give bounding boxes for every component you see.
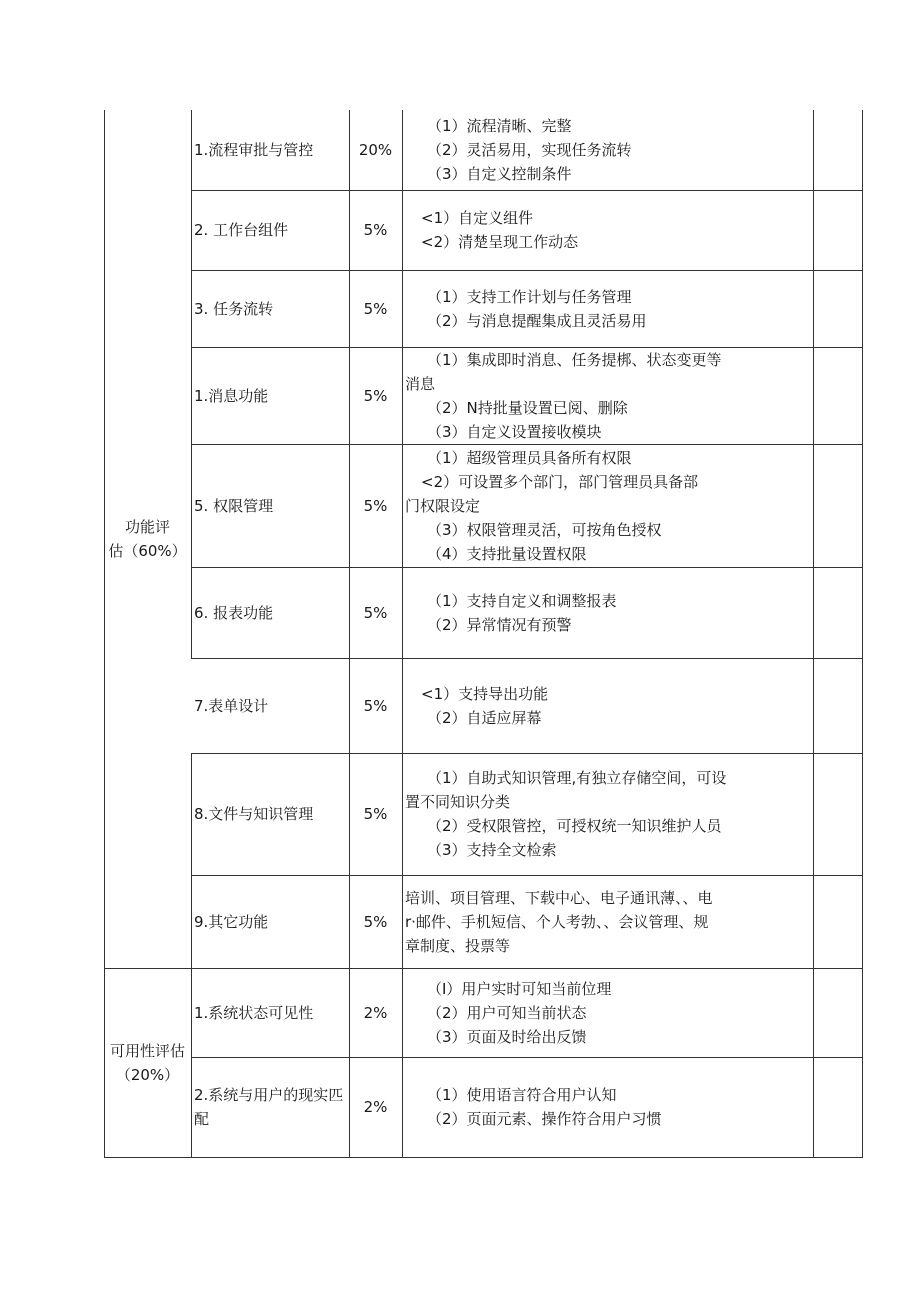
requirement-line: （2）灵活易用，实现任务流转 — [427, 141, 632, 159]
requirement-cell — [403, 968, 812, 1057]
item-cell — [192, 658, 347, 753]
item-label: 1.消息功能 — [194, 386, 269, 405]
requirement-line: （2）N持批量设置已阅、删除 — [427, 398, 628, 417]
item-label: 1.系统状态可见性 — [194, 1003, 314, 1022]
requirement-line: （2）用户可知当前状态 — [427, 1003, 587, 1022]
weight-cell — [349, 347, 402, 444]
requirement-line: （1）集成即时消息、任务提梆、状态变更等 — [427, 350, 722, 369]
requirement-line: （3）自定义控制条件 — [427, 165, 572, 183]
requirement-line: <2）清楚呈现工作动态 — [421, 233, 579, 251]
weight-cell — [349, 1057, 402, 1157]
item-label: 6. 报表功能 — [194, 603, 274, 622]
category-label: 可用性评估 — [109, 1041, 185, 1060]
item-cell — [192, 444, 347, 567]
category-cell — [104, 968, 191, 1157]
requirement-line: <1）支持导出功能 — [421, 684, 549, 703]
score-cell — [813, 110, 862, 190]
weight-cell — [349, 110, 402, 190]
item-cell — [192, 1057, 347, 1157]
requirement-line: <1）自定义组件 — [421, 209, 534, 227]
requirement-cell — [403, 567, 812, 658]
weight-value: 2% — [363, 1003, 388, 1022]
item-label: 2.系统与用户的现实匹配 — [194, 1086, 344, 1128]
category-label: 功能评 — [124, 518, 170, 536]
score-cell — [813, 444, 862, 567]
weight-value: 5% — [363, 912, 388, 931]
item-label: 1.流程审批与管控 — [194, 141, 314, 159]
item-label: 3. 任务流转 — [194, 299, 274, 318]
item-cell — [192, 968, 347, 1057]
requirement-line: （1）流程清晰、完整 — [427, 117, 572, 135]
item-cell — [192, 875, 347, 968]
requirement-line: 消息 — [405, 374, 436, 393]
score-cell — [813, 567, 862, 658]
requirement-cell — [403, 1057, 812, 1157]
score-cell — [813, 968, 862, 1057]
weight-cell — [349, 444, 402, 567]
weight-cell — [349, 270, 402, 347]
requirement-line: （1）支持工作计划与任务管理 — [427, 287, 632, 306]
item-cell — [192, 567, 347, 658]
weight-cell — [349, 968, 402, 1057]
score-cell — [813, 270, 862, 347]
score-cell — [813, 658, 862, 753]
requirement-line: （2）页面元素、操作符合用户习惯 — [427, 1110, 662, 1128]
requirement-cell — [403, 347, 812, 444]
weight-cell — [349, 875, 402, 968]
requirement-cell — [403, 270, 812, 347]
requirement-line: （2）与消息提醒集成且灵活易用 — [427, 311, 647, 330]
requirement-line: r·邮件、手机短信、个人考勃、、会议管理、规 — [405, 912, 709, 931]
requirement-line: （1）支持自定义和调整报表 — [427, 591, 617, 610]
item-label: 9.其它功能 — [194, 912, 269, 931]
category-label: 估（60%） — [108, 542, 187, 560]
requirement-line: （3）支持全文检索 — [427, 841, 557, 859]
item-label: 2. 工作台组件 — [194, 221, 289, 239]
requirement-line: <2）可设置多个部门，部门管理员具备部 — [421, 472, 699, 491]
requirement-cell — [403, 875, 812, 968]
table-border — [862, 110, 863, 1157]
item-cell — [192, 190, 347, 270]
item-label: 8.文件与知识管理 — [194, 805, 314, 823]
score-cell — [813, 347, 862, 444]
score-cell — [813, 190, 862, 270]
weight-value: 2% — [363, 1098, 388, 1116]
score-cell — [813, 753, 862, 875]
category-cell — [104, 110, 191, 968]
category-label: （20%） — [115, 1065, 180, 1084]
requirement-line: （1）自助式知识管理,有独立存储空间，可设 — [427, 769, 727, 787]
requirement-cell — [403, 658, 812, 753]
requirement-cell — [403, 190, 812, 270]
requirement-line: 门权限设定 — [405, 496, 481, 515]
item-cell — [192, 753, 347, 875]
requirement-line: （2）自适应屏幕 — [427, 708, 542, 727]
table-border — [104, 1157, 863, 1158]
requirement-line: （3）自定义设置接收模块 — [427, 422, 602, 441]
weight-value: 5% — [363, 696, 388, 715]
weight-value: 5% — [363, 299, 388, 318]
weight-value: 5% — [363, 386, 388, 405]
weight-cell — [349, 567, 402, 658]
requirement-line: 培训、项目管理、下载中心、电子通讯薄、、电 — [405, 888, 713, 907]
requirement-cell — [403, 110, 812, 190]
weight-value: 5% — [363, 603, 388, 622]
requirement-line: （2）异常情况有预警 — [427, 615, 572, 634]
item-cell — [192, 270, 347, 347]
requirement-cell — [403, 444, 812, 567]
item-cell — [192, 110, 347, 190]
weight-value: 5% — [363, 805, 388, 823]
item-label: 7.表单设计 — [194, 696, 269, 715]
requirement-line: （I）用户实时可知当前位理 — [427, 979, 612, 998]
requirement-line: （1）使用语言符合用户认知 — [427, 1086, 617, 1104]
requirement-line: 置不同知识分类 — [405, 793, 511, 811]
weight-cell — [349, 658, 402, 753]
score-cell — [813, 1057, 862, 1157]
item-label: 5. 权限管理 — [194, 496, 274, 515]
weight-value: 5% — [363, 496, 388, 515]
weight-cell — [349, 753, 402, 875]
requirement-cell — [403, 753, 812, 875]
requirement-line: （3）页面及时给出反馈 — [427, 1027, 587, 1046]
weight-cell — [349, 190, 402, 270]
score-cell — [813, 875, 862, 968]
weight-value: 20% — [358, 141, 393, 159]
requirement-line: （3）权限管理灵活，可按角色授权 — [427, 520, 662, 539]
requirement-line: （4）支持批量设置权限 — [427, 544, 587, 563]
item-cell — [192, 347, 347, 444]
weight-value: 5% — [363, 221, 388, 239]
requirement-line: 章制度、投票等 — [405, 936, 511, 955]
requirement-line: （1）超级管理员具备所有权限 — [427, 448, 632, 467]
requirement-line: （2）受权限管控，可授权统一知识维护人员 — [427, 817, 722, 835]
